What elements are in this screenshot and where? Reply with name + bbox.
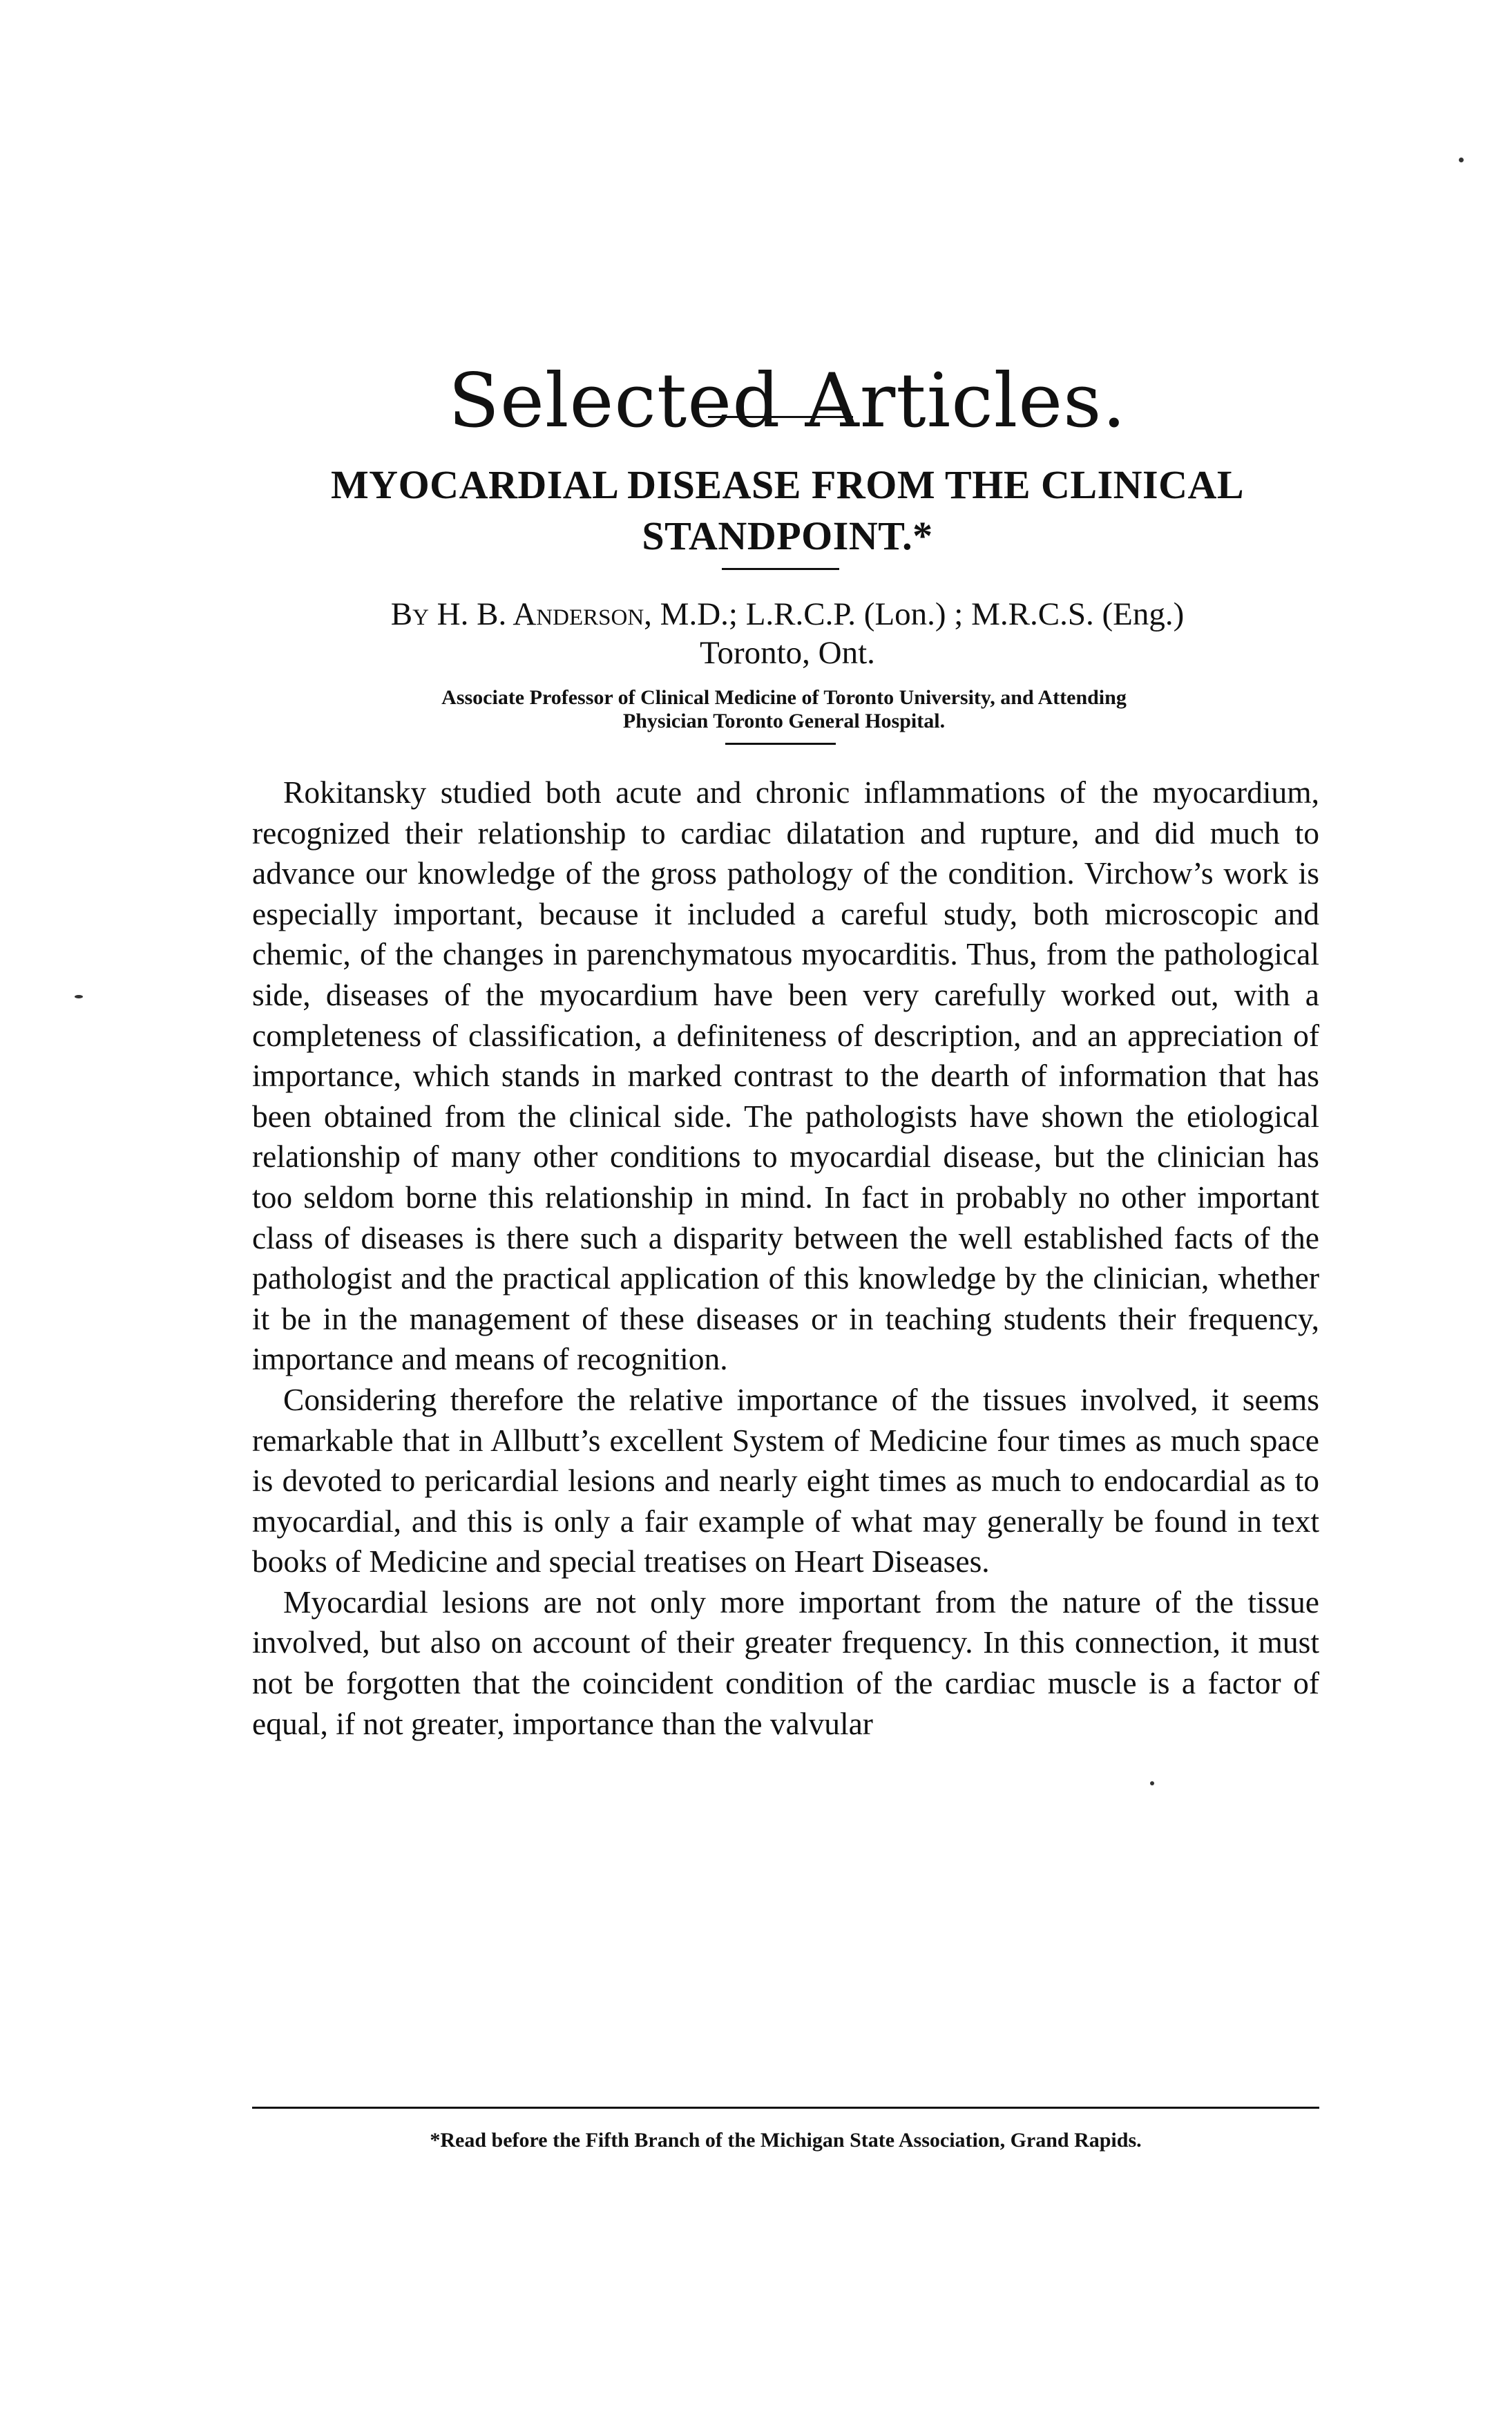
title-divider xyxy=(708,416,853,418)
scan-speck xyxy=(1459,158,1464,162)
affiliation-line-2: Physician Toronto General Hospital. xyxy=(622,710,946,732)
byline-prefix: By xyxy=(390,596,429,632)
author-name: H. B. Anderson, xyxy=(437,596,652,632)
article-body xyxy=(252,772,1319,1744)
paragraph: Myocardial lesions are not only more important from the nature of the tissue involved, but also on account of their greater frequency. In this connection, it must not be forgotten that the coincident condition of the cardiac muscle is a factor of equal, if not greater, importance than the valvular xyxy=(252,1584,1319,1741)
author-credentials: M.D.; L.R.C.P. (Lon.) ; M.R.C.S. (Eng.) xyxy=(660,596,1185,632)
article-title-line-1: MYOCARDIAL DISEASE FROM THE CLINICAL xyxy=(330,462,1245,507)
footnote-rule xyxy=(252,2107,1319,2109)
author-location: Toronto, Ont. xyxy=(700,635,875,671)
author-divider xyxy=(722,568,839,570)
paragraph: Considering therefore the relative importance of the tissues involved, it seems remarkable that in Allbutt’s excellent System of Medicine four times as much space is devoted to pericardial lesions and nearly eight times as much to endocardial as to myocardial, and this is only a fair example of what may generally be found in text books of Medicine and special treatises on Heart Diseases. xyxy=(252,1381,1319,1579)
affiliation-divider xyxy=(725,743,836,745)
scan-speck xyxy=(75,995,83,998)
article-title-line-2: STANDPOINT.* xyxy=(642,513,933,558)
affiliation-line-1: Associate Professor of Clinical Medicine of Toronto University, and Attending xyxy=(441,686,1127,709)
footnote: *Read before the Fifth Branch of the Michigan State Association, Grand Rapids. xyxy=(430,2129,1142,2152)
author-affiliation xyxy=(280,686,1288,733)
journal-page xyxy=(252,0,1323,2410)
byline xyxy=(252,596,1323,633)
section-title: Selected Articles. xyxy=(448,358,1127,445)
paragraph: Rokitansky studied both acute and chronic inflammations of the myocardium, recognized their relationship to cardiac dilatation and rupture, and did much to advance our knowledge of the gross pathology of the condition. Virchow’s work is especially important, because it included a careful study, both microscopic and chemic, of the changes in parenchymatous myocarditis. Thus, from the pathological side, diseases of the myocardium have been very carefully worked out, with a completeness of classification, a definiteness of description, and an appreciation of importance, which stands in marked contrast to the dearth of information that has been obtained from the clinical side. The pathologists have shown the etiological relationship of many other conditions to myocardial disease, but the clinician has too seldom borne this relationship in mind. In fact in probably no other important class of diseases is there such a disparity between the well established facts of the pathologist and the practical application of this knowledge by the clinician, whether it be in the management of these diseases or in teaching students their frequency, importance and means of recognition. xyxy=(252,775,1319,1377)
article-title xyxy=(252,459,1323,562)
scan-speck xyxy=(1150,1781,1154,1785)
